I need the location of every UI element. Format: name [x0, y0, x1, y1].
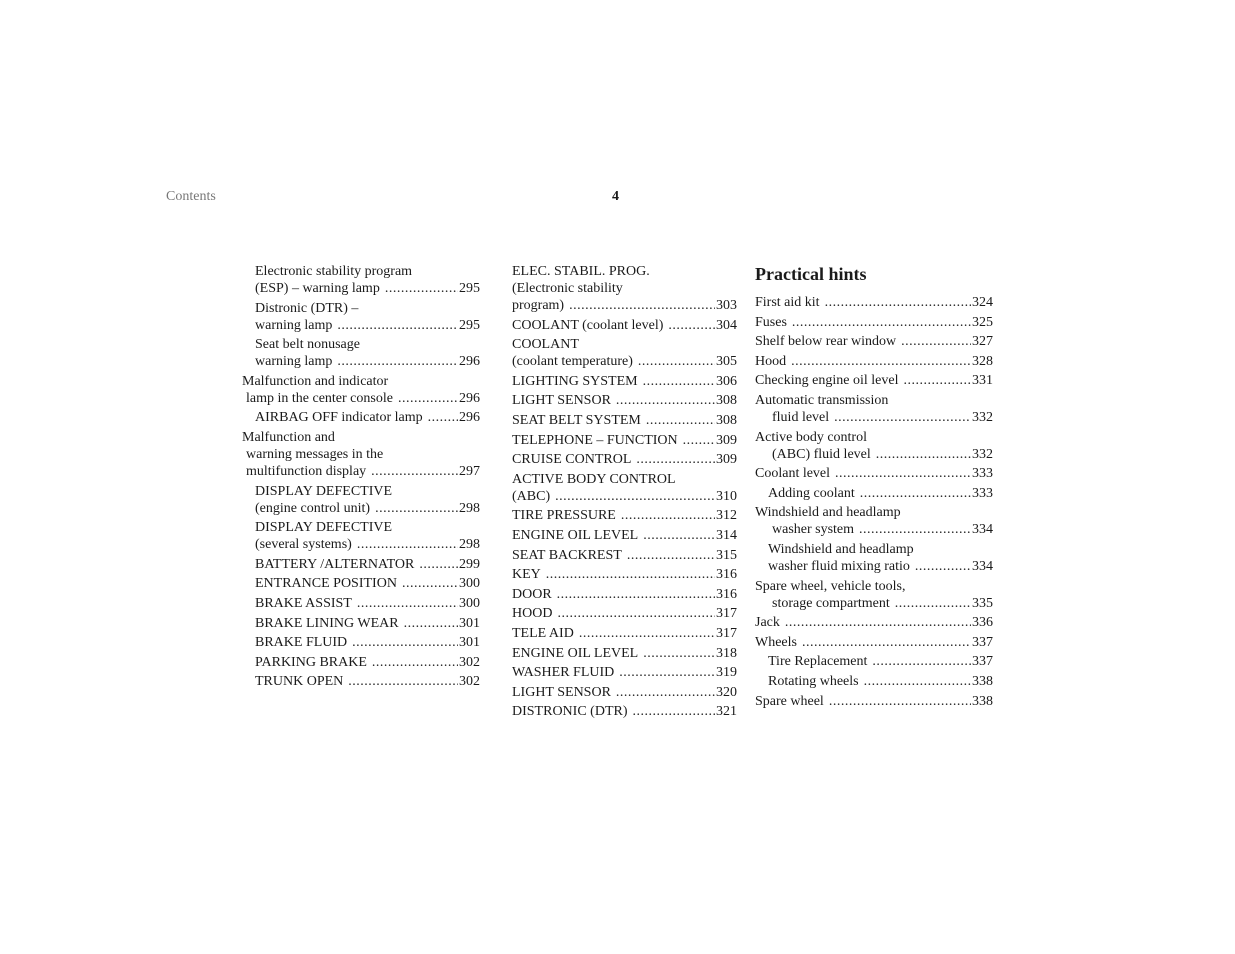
toc-page-number: 333	[972, 485, 993, 501]
dot-leader	[372, 654, 458, 671]
toc-entry[interactable]	[755, 465, 993, 482]
toc-page-number: 327	[972, 334, 993, 350]
toc-entry[interactable]	[512, 507, 737, 524]
toc-entry[interactable]	[242, 373, 480, 407]
toc-column-1	[242, 263, 480, 693]
toc-entry-text: PARKING BRAKE	[255, 654, 367, 670]
dot-leader	[402, 575, 458, 592]
toc-entry-text: BRAKE LINING WEAR	[255, 615, 399, 631]
dot-leader	[643, 645, 715, 662]
dot-leader	[860, 485, 971, 502]
toc-entry-text: program)	[512, 298, 565, 313]
toc-page-number: 296	[459, 390, 480, 406]
dot-leader	[834, 409, 971, 426]
toc-entry[interactable]	[755, 392, 993, 426]
toc-entry[interactable]	[242, 409, 480, 426]
toc-entry[interactable]	[755, 353, 993, 370]
toc-page-number: 310	[716, 488, 737, 504]
toc-page-number: 314	[716, 527, 737, 543]
toc-entry-text: ENGINE OIL LEVEL	[512, 527, 639, 543]
toc-page-number: 331	[972, 373, 993, 389]
section-heading-practical-hints: Practical hints	[755, 264, 867, 284]
toc-page-number: 338	[972, 673, 993, 689]
toc-page-number: 295	[459, 281, 480, 296]
toc-page-number: 300	[459, 595, 480, 611]
toc-entry[interactable]	[512, 547, 737, 564]
toc-page-number: 324	[972, 295, 993, 310]
toc-entry[interactable]	[755, 578, 993, 612]
toc-entry[interactable]	[242, 595, 480, 612]
toc-entry-text: BATTERY /ALTERNATOR	[255, 556, 415, 572]
toc-entry-text: Distronic (DTR) –	[255, 300, 359, 316]
toc-entry-text: (ABC)	[512, 488, 551, 504]
toc-page-number: 296	[459, 354, 480, 370]
toc-page-number: 317	[716, 606, 737, 622]
dot-leader	[357, 595, 458, 612]
toc-entry[interactable]	[512, 373, 737, 390]
toc-entry-text: storage compartment	[772, 595, 890, 611]
dot-leader	[646, 412, 715, 429]
toc-entry-text: Spare wheel, vehicle tools,	[755, 578, 906, 594]
toc-entry-text: BRAKE ASSIST	[255, 595, 352, 611]
toc-page-number: 333	[972, 466, 993, 482]
toc-entry[interactable]	[512, 566, 737, 583]
toc-entry-text: DISPLAY DEFECTIVE	[255, 520, 393, 536]
dot-leader	[337, 353, 458, 370]
toc-page-number: 299	[459, 556, 480, 572]
dot-leader	[835, 465, 971, 482]
toc-entry[interactable]	[512, 527, 737, 544]
dot-leader	[619, 664, 715, 681]
toc-page-number: 308	[716, 412, 737, 428]
toc-page-number: 316	[716, 567, 737, 583]
toc-page-number: 332	[972, 446, 993, 462]
dot-leader	[859, 521, 971, 538]
dot-leader	[419, 556, 458, 573]
toc-page-number: 309	[716, 432, 737, 448]
toc-page-number: 297	[459, 463, 480, 479]
toc-page-number: 302	[459, 674, 480, 690]
toc-entry[interactable]	[512, 412, 737, 429]
dot-leader	[872, 653, 971, 670]
dot-leader	[337, 317, 458, 334]
toc-entry[interactable]	[755, 541, 993, 575]
toc-entry[interactable]	[755, 333, 993, 350]
toc-page-number: 303	[716, 298, 737, 313]
dot-leader	[636, 451, 715, 468]
toc-entry[interactable]	[242, 429, 480, 480]
toc-entry[interactable]	[512, 586, 737, 603]
toc-entry-text: multifunction display	[246, 463, 367, 479]
toc-page-number: 318	[716, 645, 737, 661]
toc-entry[interactable]	[755, 372, 993, 389]
dot-leader	[555, 488, 715, 505]
toc-page-number: 334	[972, 522, 993, 538]
toc-page-number: 309	[716, 452, 737, 468]
toc-page-number: 334	[972, 558, 993, 574]
toc-entry-text: ENTRANCE POSITION	[255, 576, 397, 592]
toc-page-number: 308	[716, 393, 737, 409]
toc-page-number: 325	[972, 314, 993, 330]
toc-entry-text: Shelf below rear window	[755, 334, 897, 350]
dot-leader	[627, 547, 715, 564]
toc-entry[interactable]	[242, 575, 480, 592]
toc-entry-text: Wheels	[755, 634, 797, 650]
dot-leader	[375, 500, 458, 517]
toc-entry[interactable]	[242, 483, 480, 517]
toc-page-number: 320	[716, 684, 737, 700]
toc-entry[interactable]	[512, 451, 737, 468]
toc-entry[interactable]	[512, 392, 737, 409]
toc-entry[interactable]	[512, 263, 737, 314]
toc-entry[interactable]	[512, 703, 737, 720]
toc-entry[interactable]	[755, 653, 993, 670]
toc-entry[interactable]	[242, 615, 480, 632]
toc-column-3	[755, 263, 993, 712]
toc-entry-text: LIGHT SENSOR	[512, 393, 611, 409]
toc-entry-text: fluid level	[772, 409, 830, 425]
toc-entry-text: washer fluid mixing ratio	[768, 558, 910, 574]
dot-leader	[643, 527, 715, 544]
toc-entry[interactable]	[242, 654, 480, 671]
toc-entry-text: Electronic stability program	[255, 264, 413, 279]
dot-leader	[352, 634, 458, 651]
toc-entry-text: Automatic transmission	[755, 392, 889, 408]
toc-entry-text: AIRBAG OFF indicator lamp	[255, 410, 423, 426]
dot-leader	[792, 314, 971, 331]
toc-entry-text: HOOD	[512, 606, 553, 622]
toc-entry-text: Active body control	[755, 429, 867, 445]
toc-page-number: 335	[972, 595, 993, 611]
toc-entry-text: WASHER FLUID	[512, 665, 615, 681]
toc-entry[interactable]	[242, 634, 480, 651]
toc-entry[interactable]	[512, 605, 737, 622]
toc-page-number: 337	[972, 654, 993, 670]
dot-leader	[616, 684, 715, 701]
dot-leader	[643, 373, 715, 390]
toc-page-number: 298	[459, 500, 480, 516]
dot-leader	[864, 673, 971, 690]
toc-entry-text: (coolant temperature)	[512, 354, 633, 370]
toc-entry-text: Adding coolant	[768, 485, 855, 501]
toc-entry-text: DISTRONIC (DTR)	[512, 704, 628, 720]
dot-leader	[428, 409, 458, 426]
toc-entry-text: TRUNK OPEN	[255, 674, 344, 690]
toc-entry[interactable]	[242, 263, 480, 297]
dot-leader	[557, 586, 715, 603]
toc-entry-text: Tire Replacement	[768, 654, 868, 670]
dot-leader	[915, 558, 971, 575]
toc-entry-text: DISPLAY DEFECTIVE	[255, 483, 393, 499]
toc-entry[interactable]	[755, 429, 993, 463]
dot-leader	[557, 605, 715, 622]
dot-leader	[829, 693, 971, 710]
toc-page-number: 317	[716, 625, 737, 641]
toc-page-number: 315	[716, 547, 737, 563]
toc-entry-text: (several systems)	[255, 537, 352, 553]
toc-entry-text: LIGHTING SYSTEM	[512, 373, 638, 389]
toc-entry[interactable]	[512, 664, 737, 681]
toc-column-2	[512, 263, 737, 723]
toc-entry-text: LIGHT SENSOR	[512, 684, 611, 700]
toc-entry-text: Malfunction and	[242, 429, 335, 445]
dot-leader	[825, 294, 971, 311]
dot-leader	[668, 317, 715, 334]
toc-entries	[755, 294, 993, 710]
toc-entry[interactable]	[512, 317, 737, 334]
toc-entry[interactable]	[512, 625, 737, 642]
toc-entry-text: Spare wheel	[755, 693, 824, 709]
toc-entry-text: SEAT BELT SYSTEM	[512, 412, 641, 428]
dot-leader	[903, 372, 971, 389]
toc-entry-text: (Electronic stability	[512, 281, 623, 296]
toc-entry[interactable]	[242, 519, 480, 553]
toc-page-number: 319	[716, 665, 737, 681]
toc-entry-text: Windshield and headlamp	[768, 541, 914, 557]
toc-page-number: 328	[972, 353, 993, 369]
toc-page-number: 316	[716, 586, 737, 602]
toc-entry-text: SEAT BACKREST	[512, 547, 622, 563]
toc-entry[interactable]	[755, 673, 993, 690]
dot-leader	[371, 463, 458, 480]
toc-entry-text: TELE AID	[512, 625, 574, 641]
toc-entry[interactable]	[242, 673, 480, 690]
toc-page-number: 302	[459, 654, 480, 670]
dot-leader	[348, 673, 458, 690]
dot-leader	[633, 703, 716, 720]
toc-page-number: 300	[459, 576, 480, 592]
toc-entry-text: Fuses	[755, 314, 787, 330]
toc-entry[interactable]	[242, 556, 480, 573]
dot-leader	[546, 566, 715, 583]
toc-entry[interactable]	[242, 336, 480, 370]
toc-entry-text: (ABC) fluid level	[772, 446, 871, 462]
toc-entry-text: warning messages in the	[246, 446, 384, 462]
toc-entry-text: DOOR	[512, 586, 552, 602]
dot-leader	[683, 432, 715, 449]
toc-page-number: 338	[972, 693, 993, 709]
toc-entry-text: Windshield and headlamp	[755, 505, 901, 521]
toc-entry[interactable]	[755, 485, 993, 502]
toc-page-number: 305	[716, 354, 737, 370]
toc-entry[interactable]	[755, 634, 993, 651]
toc-entry-text: COOLANT	[512, 337, 579, 353]
toc-page-number: 336	[972, 615, 993, 631]
toc-entry-text: TIRE PRESSURE	[512, 508, 616, 524]
toc-page-number: 304	[716, 317, 737, 333]
toc-page-number: 312	[716, 508, 737, 524]
toc-page-number: 332	[972, 409, 993, 425]
toc-page-number: 295	[459, 317, 480, 333]
dot-leader	[385, 280, 458, 297]
dot-leader	[357, 536, 458, 553]
toc-entry-text: washer system	[772, 522, 855, 538]
toc-entry-text: Jack	[755, 615, 780, 631]
toc-entry-text: (engine control unit)	[255, 500, 371, 516]
toc-entry-text: (ESP) – warning lamp	[255, 281, 380, 296]
toc-entry[interactable]	[755, 314, 993, 331]
toc-entry-text: ELEC. STABIL. PROG.	[512, 264, 650, 279]
dot-leader	[579, 625, 715, 642]
dot-leader	[895, 595, 971, 612]
toc-page-number: 321	[716, 704, 737, 720]
toc-entry-text: CRUISE CONTROL	[512, 452, 632, 468]
toc-entry[interactable]	[512, 432, 737, 449]
dot-leader	[791, 353, 971, 370]
toc-entry-text: ACTIVE BODY CONTROL	[512, 471, 676, 487]
toc-entry-text: warning lamp	[255, 317, 333, 333]
toc-entry-text: Checking engine oil level	[755, 373, 899, 389]
dot-leader	[901, 333, 971, 350]
toc-entry[interactable]	[755, 693, 993, 710]
toc-entry-text: BRAKE FLUID	[255, 635, 348, 651]
toc-entry[interactable]	[755, 504, 993, 538]
toc-entry-text: Rotating wheels	[768, 673, 859, 689]
section-title: Contents	[166, 189, 216, 204]
toc-entry-text: Coolant level	[755, 466, 831, 482]
toc-entry[interactable]	[512, 645, 737, 662]
toc-entry-text: Hood	[755, 353, 787, 369]
toc-entry[interactable]	[512, 684, 737, 701]
dot-leader	[569, 297, 715, 314]
toc-page-number: 301	[459, 635, 480, 651]
dot-leader	[621, 507, 715, 524]
dot-leader	[785, 614, 971, 631]
toc-page-number: 306	[716, 373, 737, 389]
dot-leader	[616, 392, 715, 409]
toc-entry[interactable]	[242, 300, 480, 334]
toc-entry-text: Malfunction and indicator	[242, 373, 389, 389]
dot-leader	[638, 353, 715, 370]
toc-entry-text: COOLANT (coolant level)	[512, 317, 664, 333]
toc-entry-text: First aid kit	[755, 295, 820, 310]
toc-entry[interactable]	[512, 471, 737, 505]
toc-page-number: 298	[459, 537, 480, 553]
toc-entry[interactable]	[755, 294, 993, 311]
toc-entry-text: Seat belt nonusage	[255, 337, 360, 353]
toc-page-number: 296	[459, 410, 480, 426]
dot-leader	[404, 615, 458, 632]
toc-entry-text: KEY	[512, 567, 541, 583]
dot-leader	[802, 634, 971, 651]
toc-entry[interactable]	[512, 336, 737, 370]
dot-leader	[398, 390, 458, 407]
toc-entry-text: lamp in the center console	[246, 390, 393, 406]
toc-entry-text: TELEPHONE – FUNCTION	[512, 432, 678, 448]
toc-entry[interactable]	[755, 614, 993, 631]
toc-entry-text: ENGINE OIL LEVEL	[512, 645, 639, 661]
toc-page-number: 337	[972, 634, 993, 650]
toc-entry-text: warning lamp	[255, 354, 333, 370]
dot-leader	[876, 446, 971, 463]
toc-page-number: 301	[459, 615, 480, 631]
page-number: 4	[612, 189, 619, 204]
